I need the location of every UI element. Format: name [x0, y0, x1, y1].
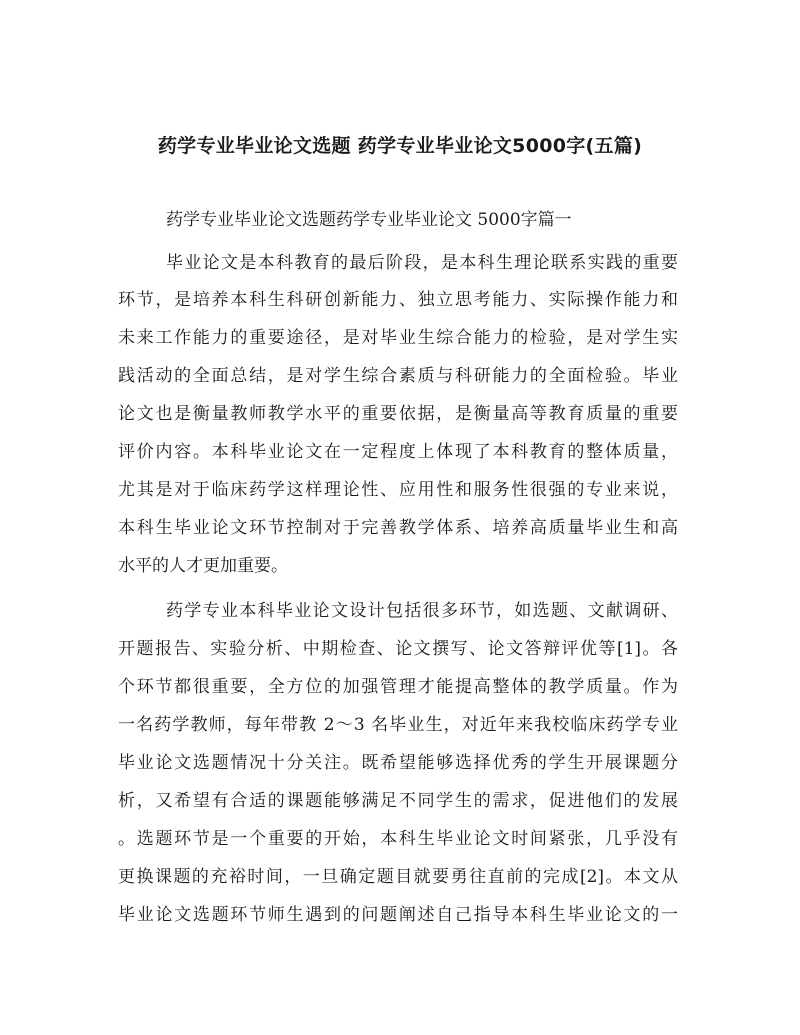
body-line: 毕业论文是本科教育的最后阶段，是本科生理论联系实践的重要: [166, 253, 678, 273]
body-line: 践活动的全面总结，是对学生综合素质与科研能力的全面检验。毕业: [118, 366, 678, 386]
body-line: 未来工作能力的重要途径，是对毕业生综合能力的检验，是对学生实: [118, 328, 678, 348]
body-line: 尤其是对于临床药学这样理论性、应用性和服务性很强的专业来说，: [118, 480, 678, 500]
section-heading: 药学专业毕业论文选题药学专业毕业论文 5000字篇一: [166, 210, 572, 230]
body-line: 毕业论文选题环节师生遇到的问题阐述自己指导本科生毕业论文的一: [118, 905, 678, 925]
body-line: 水平的人才更加重要。: [118, 556, 288, 576]
document-title: 药学专业毕业论文选题 药学专业毕业论文5000字(五篇): [157, 135, 643, 157]
body-line: 开题报告、实验分析、中期检查、论文撰写、论文答辩评优等[1]。各: [118, 639, 678, 659]
body-line: 毕业论文选题情况十分关注。既希望能够选择优秀的学生开展课题分: [118, 753, 678, 773]
body-line: 评价内容。本科毕业论文在一定程度上体现了本科教育的整体质量，: [118, 442, 678, 462]
body-line: 析，又希望有合适的课题能够满足不同学生的需求，促进他们的发展: [118, 791, 678, 811]
body-line: 环节，是培养本科生科研创新能力、独立思考能力、实际操作能力和: [118, 290, 678, 310]
body-line: 本科生毕业论文环节控制对于完善教学体系、培养高质量毕业生和高: [118, 518, 678, 538]
body-line: 个环节都很重要，全方位的加强管理才能提高整体的教学质量。作为: [118, 677, 678, 697]
body-line: 论文也是衡量教师教学水平的重要依据，是衡量高等教育质量的重要: [118, 404, 678, 424]
body-line: 更换课题的充裕时间，一旦确定题目就要勇往直前的完成[2]。本文从: [118, 867, 678, 887]
body-line: 一名药学教师，每年带教 2～3 名毕业生，对近年来我校临床药学专业: [118, 715, 678, 735]
body-line: 药学专业本科毕业论文设计包括很多环节，如选题、文献调研、: [166, 601, 678, 621]
body-line: 。选题环节是一个重要的开始，本科生毕业论文时间紧张，几乎没有: [118, 829, 678, 849]
